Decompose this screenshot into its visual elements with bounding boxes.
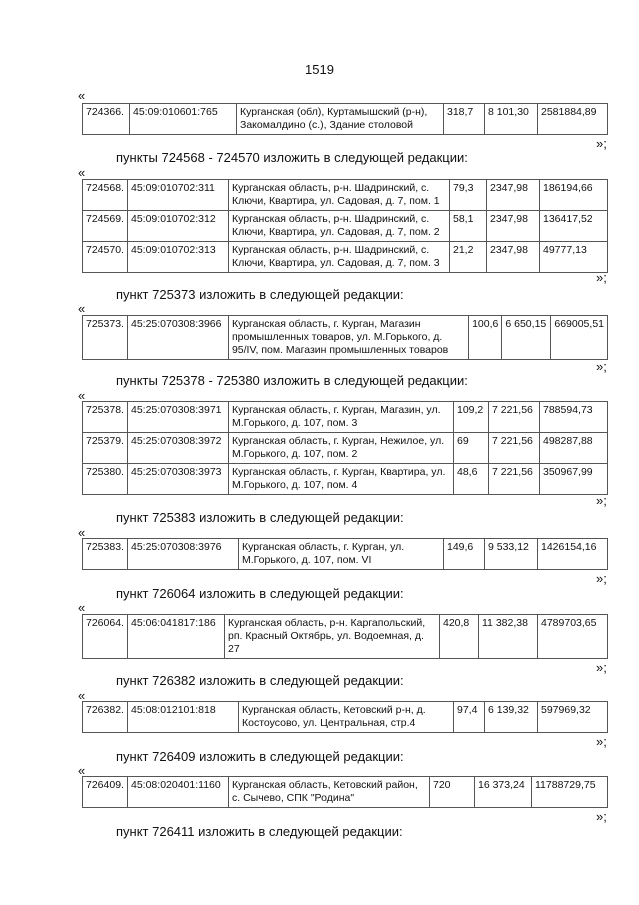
- total: 1426154,16: [538, 539, 608, 570]
- item-number: 725379.: [83, 433, 128, 464]
- address: Курганская область, г. Курган, ул. М.Горького, д. 107, пом. VI: [239, 539, 444, 570]
- area: 720: [430, 777, 475, 808]
- instruction-text: пункт 726064 изложить в следующей редакции:: [116, 586, 404, 601]
- table-row: [83, 180, 608, 211]
- cadastral-number: 45:25:070308:3971: [128, 402, 229, 433]
- cadastral-number: 45:25:070308:3973: [128, 464, 229, 495]
- close-quote: »;: [596, 660, 607, 675]
- price: 9 533,12: [485, 539, 538, 570]
- table-row: [83, 402, 608, 433]
- instruction-text: пункт 725383 изложить в следующей редакции:: [116, 510, 404, 525]
- price: 2347,98: [487, 211, 540, 242]
- open-quote: «: [78, 88, 86, 103]
- cadastral-number: 45:09:010702:313: [128, 242, 229, 273]
- cadastral-number: 45:25:070308:3972: [128, 433, 229, 464]
- property-table: [82, 614, 608, 659]
- close-quote: »;: [596, 734, 607, 749]
- property-table: [82, 103, 608, 135]
- cadastral-number: 45:08:012101:818: [128, 702, 239, 733]
- item-number: 724366.: [83, 104, 130, 135]
- total: 498287,88: [540, 433, 608, 464]
- item-number: 724569.: [83, 211, 128, 242]
- cadastral-number: 45:08:020401:1160: [128, 777, 229, 808]
- item-number: 726409.: [83, 777, 128, 808]
- table-row: [83, 702, 608, 733]
- total: 597969,32: [538, 702, 608, 733]
- close-quote: »;: [596, 136, 607, 151]
- instruction-text: пункт 726382 изложить в следующей редакции:: [116, 673, 404, 688]
- open-quote: «: [78, 301, 86, 316]
- address: Курганская область, Кетовский р-н, д. Костоусово, ул. Центральная, стр.4: [239, 702, 454, 733]
- property-table: [82, 401, 608, 495]
- price: 2347,98: [487, 242, 540, 273]
- cadastral-number: 45:09:010702:311: [128, 180, 229, 211]
- close-quote: »;: [596, 809, 607, 824]
- item-number: 726382.: [83, 702, 128, 733]
- area: 318,7: [444, 104, 485, 135]
- close-quote: »;: [596, 571, 607, 586]
- total: 136417,52: [540, 211, 608, 242]
- item-number: 725383.: [83, 539, 128, 570]
- item-number: 725380.: [83, 464, 128, 495]
- price: 11 382,38: [479, 615, 538, 659]
- area: 58,1: [450, 211, 487, 242]
- instruction-text: пункты 724568 - 724570 изложить в следующей редакции:: [116, 150, 468, 165]
- address: Курганская область, г. Курган, Нежилое, ул. М.Горького, д. 107, пом. 2: [229, 433, 454, 464]
- open-quote: «: [78, 165, 86, 180]
- area: 97,4: [454, 702, 485, 733]
- area: 69: [454, 433, 489, 464]
- price: 6 139,32: [485, 702, 538, 733]
- price: 6 650,15: [502, 316, 551, 360]
- property-table: [82, 315, 608, 360]
- open-quote: «: [78, 525, 86, 540]
- price: 2347,98: [487, 180, 540, 211]
- table-row: [83, 777, 608, 808]
- cadastral-number: 45:09:010702:312: [128, 211, 229, 242]
- address: Курганская область, г. Курган, Магазин промышленных товаров, ул. М.Горького, д. 95/IV, пом. Магазин промышленных товаров: [228, 316, 468, 360]
- address: Курганская область, Кетовский район, с. Сычево, СПК "Родина": [229, 777, 430, 808]
- property-table: [82, 701, 608, 733]
- table-row: [83, 211, 608, 242]
- area: 149,6: [444, 539, 485, 570]
- page-number: 1519: [305, 62, 334, 77]
- total: 2581884,89: [538, 104, 608, 135]
- area: 79,3: [450, 180, 487, 211]
- address: Курганская область, р-н. Шадринский, с. Ключи, Квартира, ул. Садовая, д. 7, пом. 1: [229, 180, 450, 211]
- table-row: [83, 539, 608, 570]
- cadastral-number: 45:25:070308:3966: [127, 316, 228, 360]
- area: 100,6: [469, 316, 502, 360]
- address: Курганская (обл), Куртамышский (р-н), Закомалдино (с.), Здание столовой: [237, 104, 444, 135]
- price: 8 101,30: [485, 104, 538, 135]
- area: 420,8: [440, 615, 479, 659]
- address: Курганская область, г. Курган, Магазин, ул. М.Горького, д. 107, пом. 3: [229, 402, 454, 433]
- total: 669005,51: [551, 316, 608, 360]
- item-number: 726064.: [83, 615, 128, 659]
- property-table: [82, 538, 608, 570]
- close-quote: »;: [596, 493, 607, 508]
- table-row: [83, 433, 608, 464]
- area: 48,6: [454, 464, 489, 495]
- cadastral-number: 45:25:070308:3976: [128, 539, 239, 570]
- instruction-text: пункт 725373 изложить в следующей редакции:: [116, 287, 404, 302]
- total: 186194,66: [540, 180, 608, 211]
- table-row: [83, 615, 608, 659]
- price: 7 221,56: [489, 402, 540, 433]
- open-quote: «: [78, 763, 86, 778]
- cadastral-number: 45:09:010601:765: [130, 104, 237, 135]
- instruction-text: пункт 726409 изложить в следующей редакции:: [116, 749, 404, 764]
- total: 350967,99: [540, 464, 608, 495]
- instruction-text: пункт 726411 изложить в следующей редакции:: [116, 824, 403, 839]
- item-number: 725373.: [83, 316, 128, 360]
- property-table: [82, 179, 608, 273]
- instruction-text: пункты 725378 - 725380 изложить в следующей редакции:: [116, 373, 468, 388]
- table-row: [83, 464, 608, 495]
- total: 788594,73: [540, 402, 608, 433]
- table-row: [83, 316, 608, 360]
- price: 16 373,24: [475, 777, 532, 808]
- open-quote: «: [78, 688, 86, 703]
- table-row: [83, 104, 608, 135]
- total: 4789703,65: [538, 615, 608, 659]
- open-quote: «: [78, 388, 86, 403]
- price: 7 221,56: [489, 433, 540, 464]
- area: 109,2: [454, 402, 489, 433]
- open-quote: «: [78, 600, 86, 615]
- cadastral-number: 45:06:041817:186: [128, 615, 225, 659]
- price: 7 221,56: [489, 464, 540, 495]
- area: 21,2: [450, 242, 487, 273]
- address: Курганская область, р-н. Шадринский, с. Ключи, Квартира, ул. Садовая, д. 7, пом. 2: [229, 211, 450, 242]
- total: 11788729,75: [532, 777, 608, 808]
- close-quote: »;: [596, 359, 607, 374]
- property-table: [82, 776, 608, 808]
- item-number: 725378.: [83, 402, 128, 433]
- item-number: 724568.: [83, 180, 128, 211]
- item-number: 724570.: [83, 242, 128, 273]
- address: Курганская область, р-н. Каргапольский, рп. Красный Октябрь, ул. Водоемная, д. 27: [225, 615, 440, 659]
- close-quote: »;: [596, 270, 607, 285]
- address: Курганская область, р-н. Шадринский, с. Ключи, Квартира, ул. Садовая, д. 7, пом. 3: [229, 242, 450, 273]
- address: Курганская область, г. Курган, Квартира, ул. М.Горького, д. 107, пом. 4: [229, 464, 454, 495]
- table-row: [83, 242, 608, 273]
- total: 49777,13: [540, 242, 608, 273]
